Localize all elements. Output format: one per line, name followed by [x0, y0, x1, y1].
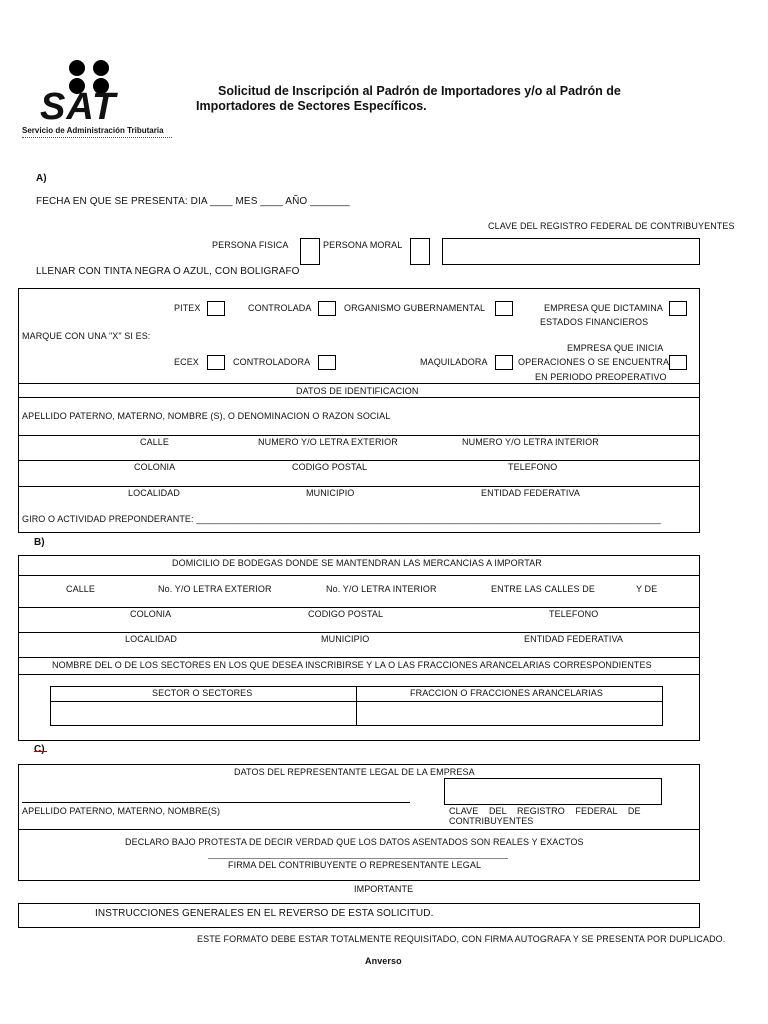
importante-heading: IMPORTANTE: [354, 884, 414, 894]
b-telefono-field[interactable]: TELEFONO: [549, 609, 599, 619]
marque-label: MARQUE CON UNA "X" SI ES:: [22, 331, 151, 341]
pitex-checkbox[interactable]: [207, 301, 225, 316]
rep-rfc-label-1: CLAVE DEL REGISTRO FEDERAL DE: [449, 806, 641, 816]
ecex-checkbox[interactable]: [207, 355, 225, 370]
declaracion-text: DECLARO BAJO PROTESTA DE DECIR VERDAD QUE LOS DATOS ASENTADOS SON REALES Y EXACTOS: [125, 837, 584, 847]
maquiladora-label: MAQUILADORA: [420, 357, 488, 367]
form-title: [196, 84, 716, 114]
section-b-label: B): [34, 537, 45, 548]
fraccion-column-header: FRACCION O FRACCIONES ARANCELARIAS: [410, 688, 603, 698]
fraccion-input[interactable]: [357, 702, 662, 725]
title-line-1: Solicitud de Inscripción al Padrón de Importadores y/o al Padrón de: [218, 84, 621, 98]
num-int-field[interactable]: NUMERO Y/O LETRA INTERIOR: [462, 437, 599, 447]
colonia-field[interactable]: COLONIA: [134, 462, 176, 472]
pitex-label: PITEX: [174, 303, 201, 313]
b-colonia-field[interactable]: COLONIA: [130, 609, 172, 619]
logo-subtitle: Servicio de Administración Tributaria: [22, 126, 164, 135]
maquiladora-checkbox[interactable]: [495, 355, 513, 370]
controladora-label: CONTROLADORA: [233, 357, 311, 367]
entidad-field[interactable]: ENTIDAD FEDERATIVA: [481, 488, 580, 498]
num-ext-field[interactable]: NUMERO Y/O LETRA EXTERIOR: [258, 437, 398, 447]
rep-rfc-input[interactable]: [444, 778, 662, 805]
inicia-label-2: OPERACIONES O SE ENCUENTRA: [518, 357, 670, 367]
section-a-label: A): [36, 173, 47, 184]
dictamina-checkbox[interactable]: [669, 301, 687, 316]
dictamina-label-2: ESTADOS FINANCIEROS: [540, 317, 649, 327]
b-y-de-field[interactable]: Y DE: [636, 584, 658, 594]
controlada-label: CONTROLADA: [248, 303, 312, 313]
firma-line[interactable]: [208, 858, 508, 859]
datos-representante-heading: DATOS DEL REPRESENTANTE LEGAL DE LA EMPRESA: [234, 767, 475, 777]
controladora-checkbox[interactable]: [318, 355, 336, 370]
apellido-field[interactable]: APELLIDO PATERNO, MATERNO, NOMBRE (S), O DENOMINACION O RAZON SOCIAL: [22, 411, 391, 421]
persona-moral-checkbox[interactable]: [410, 238, 430, 265]
b-entidad-field[interactable]: ENTIDAD FEDERATIVA: [524, 634, 623, 644]
domicilio-heading: DOMICILIO DE BODEGAS DONDE SE MANTENDRAN LAS MERCANCIAS A IMPORTAR: [172, 558, 542, 568]
instrucciones-text: INSTRUCCIONES GENERALES EN EL REVERSO DE ESTA SOLICITUD.: [95, 908, 434, 919]
formato-note: ESTE FORMATO DEBE ESTAR TOTALMENTE REQUISITADO, CON FIRMA AUTOGRAFA Y SE PRESENTA POR DUPLICADO.: [197, 934, 726, 944]
sat-logo: [22, 58, 174, 140]
persona-fisica-label: PERSONA FISICA: [212, 240, 289, 250]
inicia-checkbox[interactable]: [669, 355, 687, 370]
rfc-label: CLAVE DEL REGISTRO FEDERAL DE CONTRIBUYENTES: [488, 221, 735, 231]
logo-dot-icon: [93, 60, 109, 76]
controlada-checkbox[interactable]: [318, 301, 336, 316]
persona-moral-label: PERSONA MORAL: [323, 240, 403, 250]
b-municipio-field[interactable]: MUNICIPIO: [321, 634, 370, 644]
rep-rfc-label-2: CONTRIBUYENTES: [449, 816, 534, 826]
title-line-2: Importadores de Sectores Específicos.: [196, 99, 427, 113]
logo-dot-icon: [69, 60, 85, 76]
organismo-label: ORGANISMO GUBERNAMENTAL: [344, 303, 486, 313]
organismo-checkbox[interactable]: [495, 301, 513, 316]
ecex-label: ECEX: [174, 357, 199, 367]
rfc-input[interactable]: [442, 238, 700, 265]
telefono-field[interactable]: TELEFONO: [508, 462, 558, 472]
calle-field[interactable]: CALLE: [140, 437, 170, 447]
inicia-label-1: EMPRESA QUE INICIA: [567, 343, 664, 353]
sector-column-header: SECTOR O SECTORES: [152, 688, 253, 698]
municipio-field[interactable]: MUNICIPIO: [306, 488, 355, 498]
b-num-ext-field[interactable]: No. Y/O LETRA EXTERIOR: [158, 584, 272, 594]
datos-identificacion-heading: DATOS DE IDENTIFICACION: [296, 386, 419, 396]
giro-field[interactable]: GIRO O ACTIVIDAD PREPONDERANTE: ___________________________________________________________________________________________: [22, 514, 661, 524]
rep-apellido-field[interactable]: APELLIDO PATERNO, MATERNO, NOMBRE(S): [22, 806, 221, 816]
b-entre-field[interactable]: ENTRE LAS CALLES DE: [491, 584, 595, 594]
anverso-label: Anverso: [365, 956, 402, 966]
persona-fisica-checkbox[interactable]: [300, 238, 320, 265]
llenar-instruction: LLENAR CON TINTA NEGRA O AZUL, CON BOLIGRAFO: [36, 266, 300, 277]
sectores-heading: NOMBRE DEL O DE LOS SECTORES EN LOS QUE DESEA INSCRIBIRSE Y LA O LAS FRACCIONES ARANCELARIAS CORRESPONDIENTES: [52, 660, 652, 670]
cp-field[interactable]: CODIGO POSTAL: [292, 462, 368, 472]
firma-label: FIRMA DEL CONTRIBUYENTE O REPRESENTANTE LEGAL: [228, 860, 482, 870]
dictamina-label-1: EMPRESA QUE DICTAMINA: [544, 303, 663, 313]
section-c-label: C): [34, 744, 45, 755]
logo-text: SAT: [40, 86, 117, 128]
fecha-field[interactable]: FECHA EN QUE SE PRESENTA: DIA ____ MES ____ AÑO _______: [36, 196, 350, 207]
b-calle-field[interactable]: CALLE: [66, 584, 96, 594]
sector-input[interactable]: [51, 702, 355, 725]
inicia-label-3: EN PERIODO PREOPERATIVO: [535, 372, 667, 382]
localidad-field[interactable]: LOCALIDAD: [128, 488, 180, 498]
b-cp-field[interactable]: CODIGO POSTAL: [308, 609, 384, 619]
b-localidad-field[interactable]: LOCALIDAD: [125, 634, 177, 644]
b-num-int-field[interactable]: No. Y/O LETRA INTERIOR: [326, 584, 437, 594]
